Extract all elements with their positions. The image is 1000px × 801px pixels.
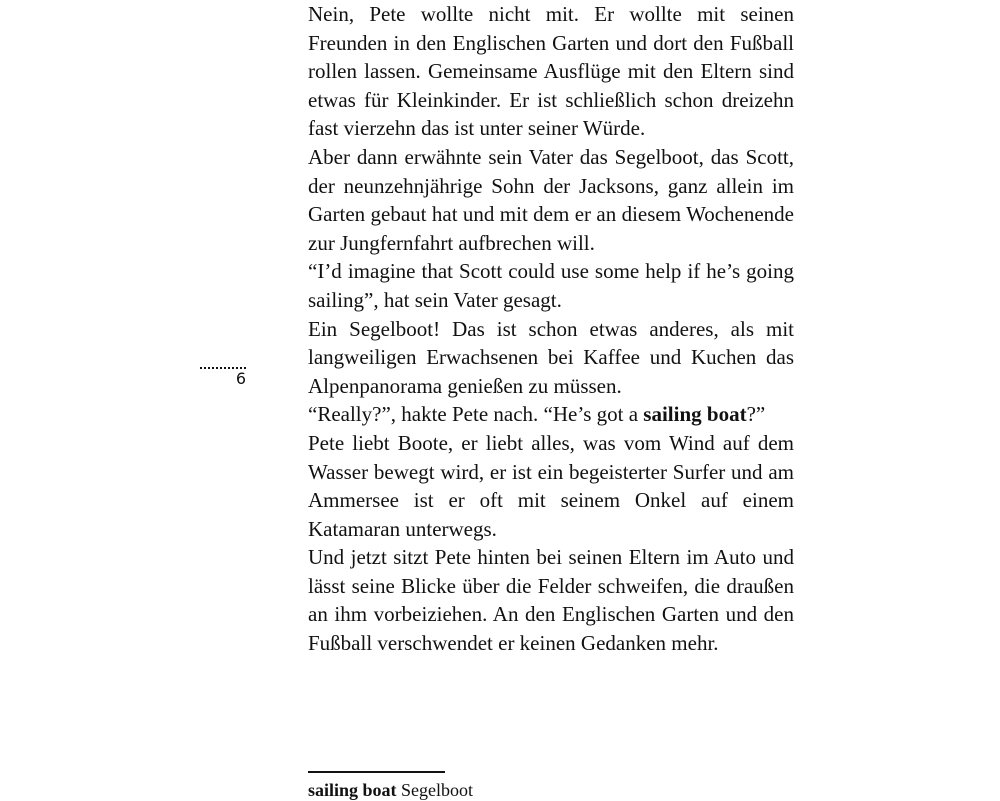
dialogue-text-end: ?” (746, 402, 766, 427)
paragraph-1: Nein, Pete wollte nicht mit. Er wollte mit seinen Freunden in den Englischen Garten und dort den Fußball rollen lassen. Gemeinsame Ausflüge mit den Eltern sind etwas für Kleinkinder. Er ist schließlich schon dreizehn fast vierzehn das ist unter seiner Würde. (308, 2, 794, 141)
footnote (308, 779, 473, 801)
paragraph-3-quote: “I’d imagine that Scott could use some help if he’s going sailing”, hat sein Vater gesagt. (308, 259, 794, 312)
story-text (308, 0, 794, 658)
paragraph-6: Pete liebt Boote, er liebt alles, was vom Wind auf dem Wasser bewegt wird, er ist ein begeisterter Surfer und am Ammersee ist er oft mit seinem Onkel auf einem Katamaran unterwegs. (308, 430, 794, 541)
dialogue-text: “Really?”, hakte Pete nach. “He’s got a (308, 402, 644, 427)
paragraph-7: Und jetzt sitzt Pete hinten bei seinen Eltern im Auto und lässt seine Blicke über die Felder schweifen, die draußen an ihm vorbeiziehen. An den Englischen Garten und den Fußball verschwendet er keinen Gedanken mehr. (308, 545, 794, 656)
paragraph-2: Aber dann erwähnte sein Vater das Segelboot, das Scott, der neunzehnjährige Sohn der Jacksons, ganz allein im Garten gebaut hat und mit dem er an diesem Wochenende zur Jungfernfahrt aufbrechen will. (308, 144, 794, 255)
footnote-translation: Segelboot (401, 780, 474, 800)
footnote-divider (308, 771, 445, 773)
page-number-marker (200, 367, 248, 387)
footnote-term: sailing boat (308, 780, 397, 800)
paragraph-5-dialogue (308, 400, 794, 429)
glossary-term-highlight: sailing boat (643, 402, 747, 427)
paragraph-4: Ein Segelboot! Das ist schon etwas anderes, als mit langweiligen Erwachsenen bei Kaffee und Kuchen das Alpenpanorama genießen zu müssen. (308, 316, 794, 398)
page-number: 6 (235, 369, 246, 388)
